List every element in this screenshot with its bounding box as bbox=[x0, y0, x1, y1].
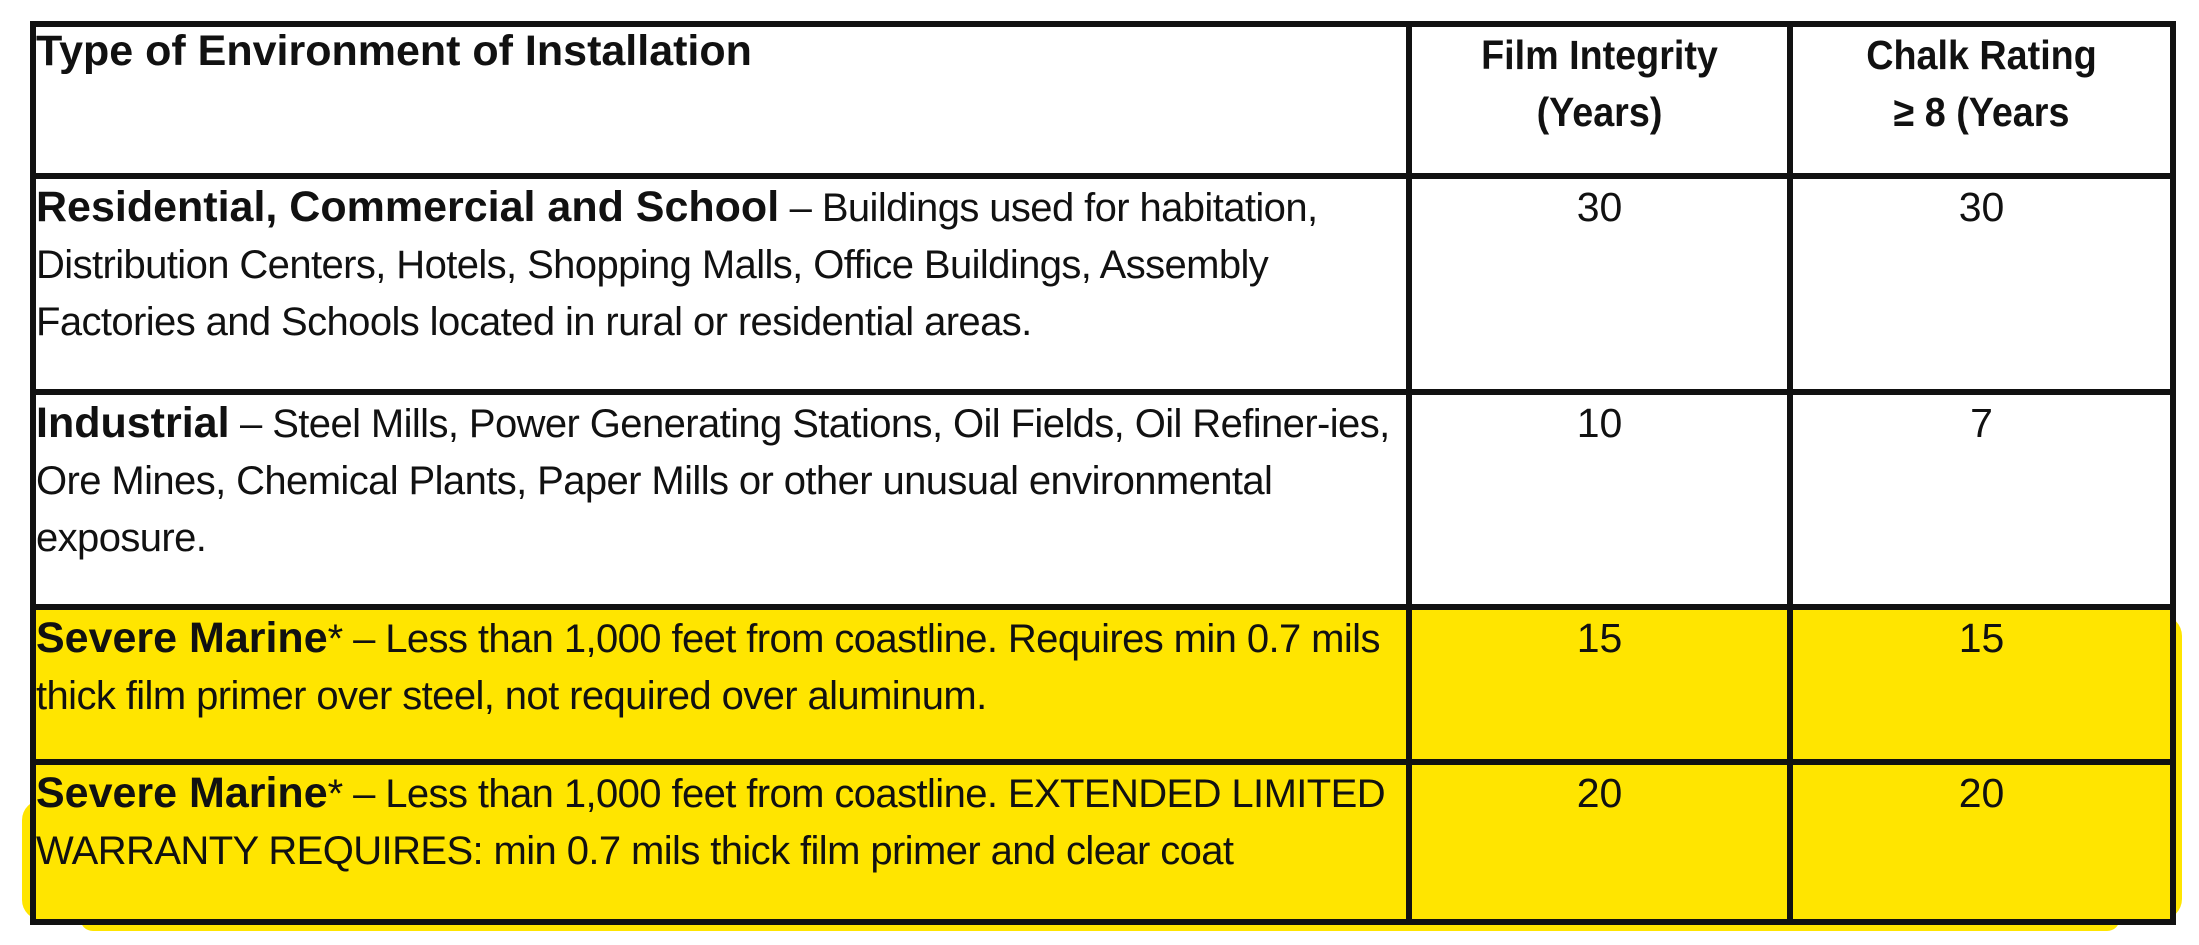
table-row-industrial bbox=[33, 392, 2173, 607]
environment-name: Residential, Commercial and School bbox=[36, 182, 780, 231]
header-film-integrity-line1: Film Integrity bbox=[1481, 32, 1718, 78]
chalk-rating-value: 15 bbox=[1790, 607, 2173, 763]
header-chalk-rating-line1: Chalk Rating bbox=[1866, 32, 2097, 78]
header-film-integrity-line2: (Years) bbox=[1536, 89, 1663, 135]
header-film-integrity bbox=[1424, 24, 1775, 176]
environment-cell bbox=[33, 176, 1409, 392]
environment-cell bbox=[33, 392, 1409, 607]
chalk-rating-value: 7 bbox=[1790, 392, 2173, 607]
environment-description: * – Less than 1,000 feet from coastline. EXTENDED LIMITED WARRANTY REQUIRES: min 0.7 mils thick film primer and clear coat bbox=[36, 772, 1386, 874]
film-integrity-value: 10 bbox=[1409, 392, 1790, 607]
film-integrity-value: 15 bbox=[1409, 607, 1790, 763]
chalk-rating-value: 20 bbox=[1790, 762, 2173, 922]
warranty-table bbox=[30, 21, 2176, 925]
table-row-severe-marine-extended bbox=[33, 762, 2173, 922]
environment-cell bbox=[33, 762, 1409, 922]
environment-name: Severe Marine bbox=[36, 769, 328, 818]
header-chalk-rating bbox=[1805, 24, 2157, 176]
film-integrity-value: 30 bbox=[1409, 176, 1790, 392]
table-row-severe-marine bbox=[33, 607, 2173, 763]
film-integrity-value: 20 bbox=[1409, 762, 1790, 922]
environment-cell bbox=[33, 607, 1409, 763]
environment-description: – Steel Mills, Power Generating Stations, Oil Fields, Oil Refiner-ies, Ore Mines, Chemical Plants, Paper Mills or other unusual environmental exposure. bbox=[36, 401, 1390, 560]
environment-description: – Buildings used for habitation, Distribution Centers, Hotels, Shopping Malls, Office Buildings, Assembly Factories and Schools located in rural or residential areas. bbox=[36, 185, 1318, 344]
table-header-row bbox=[33, 24, 2173, 176]
environment-name: Severe Marine bbox=[36, 613, 328, 662]
table-row-residential bbox=[33, 176, 2173, 392]
environment-name: Industrial bbox=[36, 398, 230, 447]
chalk-rating-value: 30 bbox=[1790, 176, 2173, 392]
header-chalk-rating-line2: ≥ 8 (Years bbox=[1893, 89, 2070, 135]
header-environment-type: Type of Environment of Installation bbox=[33, 24, 1409, 176]
environment-description: * – Less than 1,000 feet from coastline. Requires min 0.7 mils thick film primer over steel, not required over aluminum. bbox=[36, 616, 1380, 718]
